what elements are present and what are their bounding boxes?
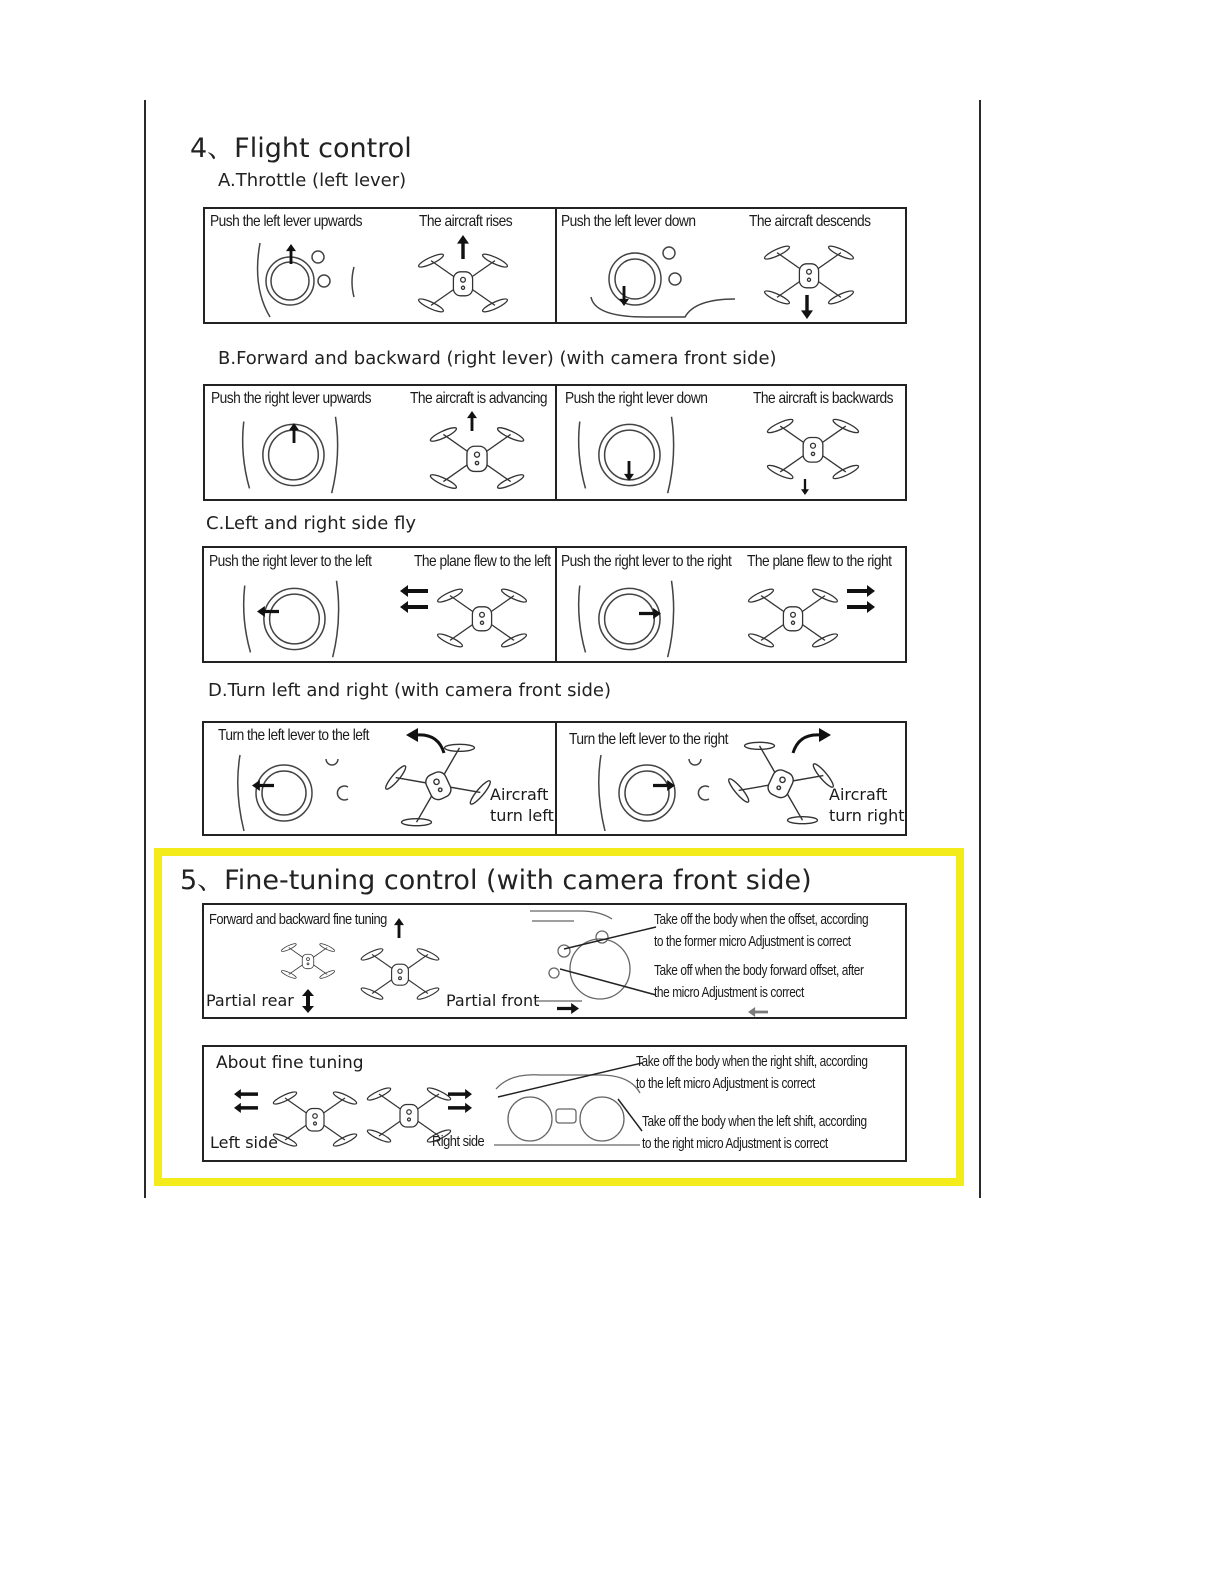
arrow-up-icon: [457, 234, 469, 260]
aircraft-label: Aircraft: [829, 785, 888, 804]
throttle-down-caption: Push the left lever down: [561, 213, 696, 230]
throttle-down-result: The aircraft descends: [749, 213, 871, 230]
double-arrow-up-down-icon: [302, 989, 314, 1013]
left-stick-illustration: [250, 237, 400, 319]
throttle-up-result: The aircraft rises: [419, 213, 513, 230]
drone-icon: [369, 723, 508, 834]
right-fly-caption: Push the right lever to the right: [561, 553, 732, 570]
arrow-up-icon: [286, 243, 296, 265]
turn-heading: D.Turn left and right (with camera front side): [208, 680, 612, 701]
right-shift-note-line1: Take off the body when the right shift, according: [636, 1054, 868, 1070]
turn-right-label: turn right: [829, 806, 905, 825]
forward-caption: Push the right lever upwards: [211, 390, 371, 407]
double-arrow-left-icon: [234, 1087, 258, 1115]
arrow-right-icon: [653, 780, 675, 791]
drone-icon: [753, 408, 873, 490]
backward-caption: Push the right lever down: [565, 390, 708, 407]
throttle-panel: [203, 207, 907, 324]
forward-backward-trim-caption: Forward and backward fine tuning: [209, 911, 387, 928]
partial-front-label: Partial front: [446, 991, 540, 1010]
forward-backward-panel: [203, 384, 907, 501]
section-4-title: 4、Flight control: [190, 133, 412, 164]
pointer-lines: [560, 919, 660, 1003]
left-shift-note-line2: to the right micro Adjustment is correct: [642, 1136, 828, 1152]
left-stick-illustration: [234, 751, 384, 834]
left-side-label: Left side: [210, 1133, 278, 1152]
drone-icon: [358, 937, 442, 1011]
drone-icon: [733, 578, 853, 658]
front-trim-note-line1: Take off the body when the offset, according: [654, 912, 869, 928]
left-shift-note-line1: Take off the body when the left shift, according: [642, 1114, 867, 1130]
front-trim-note-line2: to the former micro Adjustment is correct: [654, 934, 851, 950]
drone-icon: [417, 416, 537, 499]
drone-icon: [270, 1081, 360, 1157]
arrow-down-icon: [801, 295, 813, 319]
right-stick-illustration: [234, 576, 374, 661]
page-left-rule: [144, 100, 146, 1198]
arrow-up-icon: [289, 422, 299, 444]
arrow-right-icon: [639, 608, 661, 619]
left-stick-illustration: [585, 237, 755, 319]
turn-left-label: turn left: [490, 806, 554, 825]
double-arrow-right-icon: [847, 584, 875, 614]
right-stick-illustration: [233, 412, 373, 498]
throttle-heading: A.Throttle (left lever): [218, 170, 407, 191]
right-shift-note-line2: to the left micro Adjustment is correct: [636, 1076, 815, 1092]
drone-icon: [422, 578, 542, 658]
side-trim-panel: [202, 1045, 907, 1162]
arrow-down-icon: [801, 478, 809, 496]
right-side-label: Right side: [432, 1133, 485, 1150]
drone-icon: [276, 937, 340, 985]
arrow-left-icon: [746, 1007, 770, 1017]
arrow-left-icon: [252, 780, 274, 791]
partial-rear-label: Partial rear: [206, 991, 294, 1010]
section-5-title: 5、Fine-tuning control (with camera front side): [180, 865, 812, 896]
arrow-down-icon: [619, 285, 629, 307]
rear-trim-note-line1: Take off when the body forward offset, after: [654, 963, 864, 979]
side-fly-heading: C.Left and right side fly: [206, 513, 417, 534]
forward-backward-heading: B.Forward and backward (right lever) (with camera front side): [218, 348, 777, 369]
turn-right-caption: Turn the left lever to the right: [569, 731, 728, 748]
throttle-up-caption: Push the left lever upwards: [210, 213, 363, 230]
arrow-right-icon: [556, 1003, 580, 1014]
aircraft-label: Aircraft: [490, 785, 549, 804]
right-stick-illustration: [569, 412, 709, 498]
turn-left-caption: Turn the left lever to the left: [218, 727, 369, 744]
left-fly-result: The plane flew to the left: [414, 553, 551, 570]
double-arrow-right-icon: [448, 1087, 472, 1115]
arrow-left-icon: [257, 606, 279, 617]
turn-panel: [202, 721, 907, 836]
about-fine-tuning-caption: About fine tuning: [216, 1053, 364, 1073]
side-fly-panel: [202, 546, 907, 663]
forward-result: The aircraft is advancing: [410, 390, 548, 407]
left-fly-caption: Push the right lever to the left: [209, 553, 372, 570]
rear-trim-note-line2: the micro Adjustment is correct: [654, 985, 804, 1001]
pointer-lines: [496, 1059, 646, 1149]
backward-result: The aircraft is backwards: [753, 390, 894, 407]
arrow-up-icon: [394, 917, 404, 939]
right-fly-result: The plane flew to the right: [747, 553, 892, 570]
arrow-down-icon: [624, 460, 634, 482]
page-right-rule: [979, 100, 981, 1198]
forward-backward-trim-panel: [202, 903, 907, 1019]
arrow-up-icon: [467, 410, 477, 432]
